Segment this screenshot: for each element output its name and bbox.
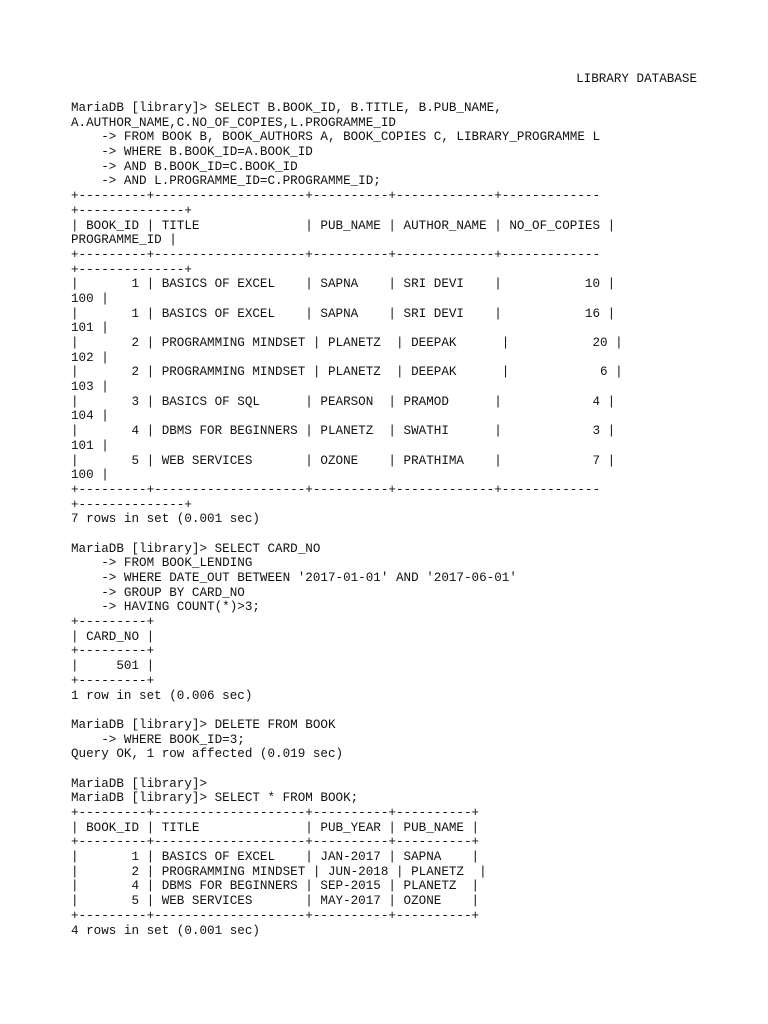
transcript-line: MariaDB [library]> SELECT B.BOOK_ID, B.TITLE, B.PUB_NAME,: [71, 101, 502, 115]
transcript-line: +--------------+: [71, 497, 192, 512]
transcript-line: +--------------+: [71, 203, 192, 218]
transcript-line: +--------------+: [71, 262, 192, 277]
transcript-line: +---------+--------------------+----------+----------+: [71, 908, 480, 923]
transcript-line: | 2 | PROGRAMMING MINDSET | PLANETZ | DEEPAK | 20 |: [71, 336, 623, 350]
transcript-line: PROGRAMME_ID |: [71, 233, 177, 248]
transcript-line: [71, 762, 701, 777]
transcript-line: | 501 |: [71, 659, 155, 674]
transcript-line: -> WHERE DATE_OUT BETWEEN '2017-01-01' AND '2017-06-01': [71, 571, 517, 585]
transcript-line: +---------+--------------------+----------+-------------+-------------: [71, 482, 601, 497]
transcript-line: Query OK, 1 row affected (0.019 sec): [71, 747, 344, 762]
transcript-line: +---------+--------------------+----------+-------------+-------------: [71, 189, 601, 204]
transcript-line: [71, 527, 701, 542]
transcript-line: 7 rows in set (0.001 sec): [71, 512, 260, 527]
transcript-line: -> AND L.PROGRAMME_ID=C.PROGRAMME_ID;: [71, 174, 381, 189]
transcript-line: | 4 | DBMS FOR BEGINNERS | SEP-2015 | PLANETZ |: [71, 879, 480, 894]
transcript-line: | BOOK_ID | TITLE | PUB_YEAR | PUB_NAME |: [71, 820, 480, 835]
transcript-line: -> FROM BOOK B, BOOK_AUTHORS A, BOOK_COPIES C, LIBRARY_PROGRAMME L: [71, 130, 601, 145]
transcript-line: | 1 | BASICS OF EXCEL | SAPNA | SRI DEVI | 10 |: [71, 277, 616, 292]
transcript-line: | BOOK_ID | TITLE | PUB_NAME | AUTHOR_NAME | NO_OF_COPIES |: [71, 218, 616, 233]
transcript-line: 103 |: [71, 380, 109, 395]
transcript-line: | 1 | BASICS OF EXCEL | SAPNA | SRI DEVI | 16 |: [71, 306, 616, 321]
transcript-line: -> FROM BOOK_LENDING: [71, 556, 253, 571]
transcript-line: | CARD_NO |: [71, 629, 155, 644]
transcript-line: | 3 | BASICS OF SQL | PEARSON | PRAMOD | 4 |: [71, 394, 616, 409]
transcript-line: 102 |: [71, 350, 109, 365]
transcript-line: MariaDB [library]> DELETE FROM BOOK: [71, 717, 336, 732]
transcript-line: | 2 | PROGRAMMING MINDSET | PLANETZ | DEEPAK | 6 |: [71, 365, 623, 380]
transcript-line: | 5 | WEB SERVICES | MAY-2017 | OZONE |: [71, 894, 480, 909]
document-header-title: LIBRARY DATABASE: [576, 72, 697, 86]
transcript-line: 100 |: [71, 468, 109, 483]
transcript-line: MariaDB [library]>: [71, 776, 208, 791]
transcript-line: 101 |: [71, 438, 109, 453]
transcript-line: | 1 | BASICS OF EXCEL | JAN-2017 | SAPNA |: [71, 850, 480, 865]
transcript-line: A.AUTHOR_NAME,C.NO_OF_COPIES,L.PROGRAMME_ID: [71, 115, 396, 130]
transcript-line: | 4 | DBMS FOR BEGINNERS | PLANETZ | SWATHI | 3 |: [71, 424, 616, 439]
transcript-line: 104 |: [71, 409, 109, 424]
transcript-line: -> WHERE BOOK_ID=3;: [71, 732, 245, 747]
transcript-line: +---------+: [71, 615, 155, 630]
transcript-line: 1 row in set (0.006 sec): [71, 688, 253, 703]
transcript-line: 101 |: [71, 321, 109, 336]
transcript-line: 100 |: [71, 291, 109, 306]
transcript-line: +---------+: [71, 644, 155, 659]
transcript-line: -> GROUP BY CARD_NO: [71, 585, 245, 600]
transcript-line: +---------+: [71, 673, 155, 688]
transcript-line: MariaDB [library]> SELECT CARD_NO: [71, 541, 321, 556]
transcript-line: | 5 | WEB SERVICES | OZONE | PRATHIMA | 7 |: [71, 453, 616, 468]
transcript-line: +---------+--------------------+----------+-------------+-------------: [71, 247, 601, 262]
transcript-line: +---------+--------------------+----------+----------+: [71, 835, 480, 850]
transcript-line: | 2 | PROGRAMMING MINDSET | JUN-2018 | PLANETZ |: [71, 864, 487, 879]
transcript-line: -> WHERE B.BOOK_ID=A.BOOK_ID: [71, 145, 313, 160]
transcript-line: 4 rows in set (0.001 sec): [71, 923, 260, 938]
transcript-line: -> HAVING COUNT(*)>3;: [71, 600, 260, 615]
terminal-transcript: [71, 101, 701, 938]
transcript-line: [71, 703, 701, 718]
transcript-line: +---------+--------------------+----------+----------+: [71, 806, 480, 820]
transcript-line: MariaDB [library]> SELECT * FROM BOOK;: [71, 791, 359, 806]
transcript-line: -> AND B.BOOK_ID=C.BOOK_ID: [71, 159, 298, 174]
